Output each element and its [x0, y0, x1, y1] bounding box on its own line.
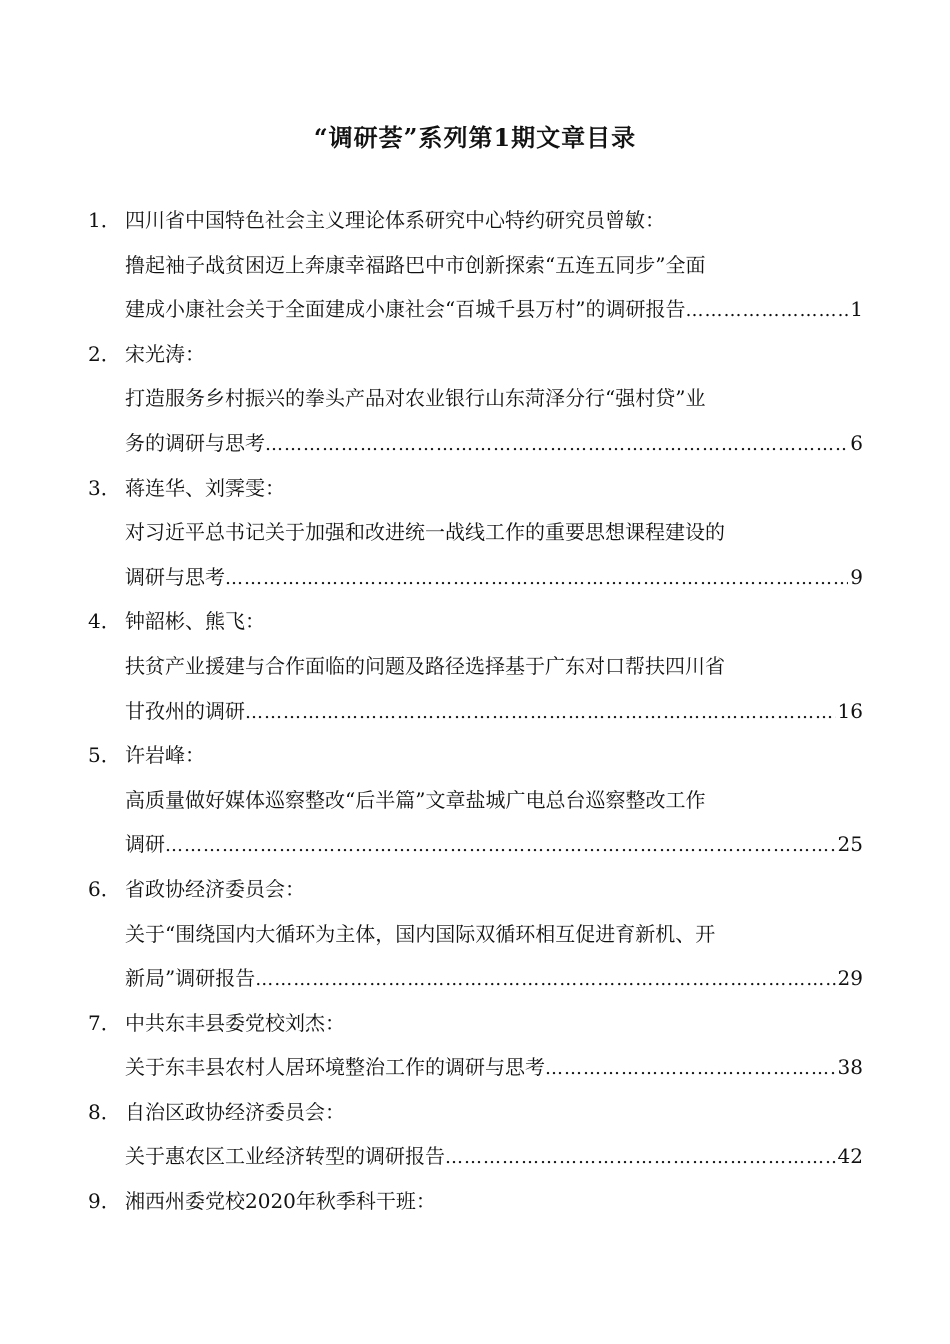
entry-author: 四川省中国特色社会主义理论体系研究中心特约研究员曾敏： — [125, 208, 665, 232]
toc-entry — [88, 1090, 863, 1179]
toc-entry — [88, 1179, 863, 1224]
entry-page-number: 1 — [850, 297, 863, 322]
toc-entry — [88, 332, 863, 466]
table-of-contents — [88, 198, 863, 1224]
entry-title-line: 关于“围绕国内大循环为主体，国内国际双循环相互促进育新机、开 — [125, 921, 716, 946]
entry-number: 7． — [88, 1010, 121, 1035]
entry-author: 许岩峰： — [125, 743, 205, 768]
dot-leader — [245, 691, 836, 734]
toc-entry — [88, 599, 863, 733]
dot-leader — [225, 557, 848, 600]
entry-title-line: 务的调研与思考 — [125, 430, 265, 455]
entry-title-line: 甘孜州的调研 — [125, 698, 245, 723]
entry-author: 钟韶彬、熊飞： — [125, 609, 265, 634]
toc-entry — [88, 867, 863, 1001]
entry-number: 3． — [88, 475, 121, 500]
entry-title-line: 关于惠农区工业经济转型的调研报告 — [125, 1144, 445, 1169]
entry-number: 6． — [88, 876, 121, 901]
dot-leader — [165, 824, 836, 867]
entry-title-line: 新局”调研报告 — [125, 966, 256, 991]
entry-number: 4． — [88, 609, 121, 634]
entry-author: 宋光涛： — [125, 341, 205, 366]
entry-author: 中共东丰县委党校刘杰： — [125, 1010, 345, 1035]
entry-page-number: 29 — [837, 966, 863, 991]
dot-leader — [265, 423, 848, 466]
entry-author: 省政协经济委员会： — [125, 876, 305, 901]
entry-title-line: 撸起袖子战贫困迈上奔康幸福路巴中市创新探索“五连五同步”全面 — [125, 252, 706, 277]
entry-author: 自治区政协经济委员会： — [125, 1099, 345, 1124]
entry-number: 9． — [88, 1189, 121, 1214]
entry-title-line: 高质量做好媒体巡察整改“后半篇”文章盐城广电总台巡察整改工作 — [125, 787, 706, 812]
entry-author: 蒋连华、刘霁雯： — [125, 475, 285, 500]
dot-leader — [685, 289, 848, 332]
entry-page-number: 38 — [837, 1055, 863, 1080]
dot-leader — [445, 1136, 836, 1179]
entry-page-number: 6 — [850, 430, 863, 455]
entry-title-line: 建成小康社会关于全面建成小康社会“百城千县万村”的调研报告 — [125, 297, 686, 322]
entry-title-line: 调研 — [125, 832, 165, 857]
toc-entry — [88, 466, 863, 600]
entry-title-line: 调研与思考 — [125, 564, 225, 589]
toc-entry — [88, 198, 863, 332]
dot-leader — [545, 1047, 836, 1090]
entry-title-line: 打造服务乡村振兴的拳头产品对农业银行山东菏泽分行“强村贷”业 — [125, 386, 706, 411]
page-title: “调研荟”系列第1期文章目录 — [313, 123, 637, 152]
toc-entry — [88, 733, 863, 867]
entry-author: 湘西州委党校2020年秋季科干班： — [125, 1189, 436, 1214]
entry-number: 8． — [88, 1099, 121, 1124]
entry-number: 5． — [88, 743, 121, 768]
entry-title-line: 关于东丰县农村人居环境整治工作的调研与思考 — [125, 1055, 545, 1080]
entry-page-number: 9 — [850, 564, 863, 589]
entry-number: 1． — [88, 208, 121, 232]
entry-number: 2． — [88, 341, 121, 366]
dot-leader — [255, 958, 835, 1001]
entry-page-number: 16 — [837, 698, 863, 723]
toc-entry — [88, 1001, 863, 1090]
entry-page-number: 25 — [837, 832, 863, 857]
entry-page-number: 42 — [837, 1144, 863, 1169]
entry-title-line: 对习近平总书记关于加强和改进统一战线工作的重要思想课程建设的 — [125, 520, 725, 545]
entry-title-line: 扶贫产业援建与合作面临的问题及路径选择基于广东对口帮扶四川省 — [125, 653, 725, 678]
